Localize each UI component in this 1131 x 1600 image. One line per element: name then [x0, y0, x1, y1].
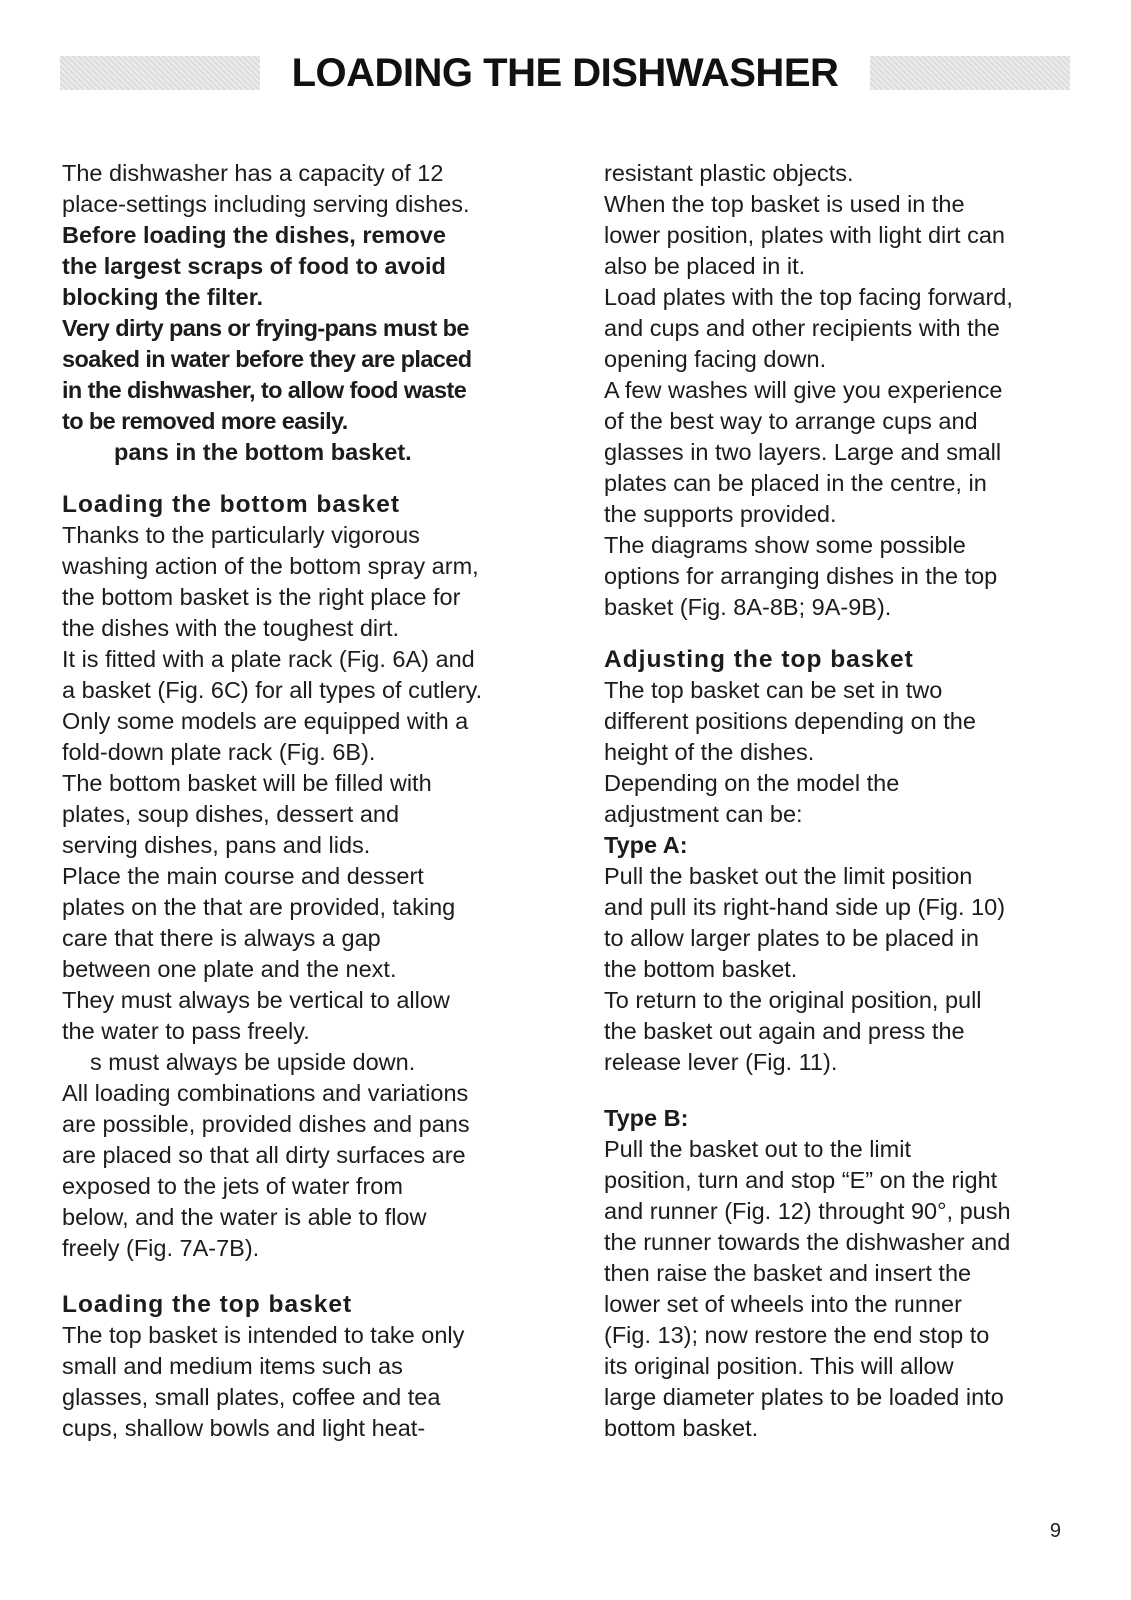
text-line: the supports provided.: [604, 501, 837, 527]
text-line: the largest scraps of food to avoid: [62, 253, 446, 279]
text-line: position, turn and stop “E” on the right: [604, 1167, 998, 1193]
section-heading-top-basket: Loading the top basket: [62, 1291, 353, 1318]
text-line: adjustment can be:: [604, 801, 803, 827]
text-line: When the top basket is used in the: [604, 191, 965, 217]
bottom-basket-text: [62, 520, 532, 1264]
soak-warning: [62, 313, 532, 437]
page-number: 9: [1049, 1520, 1061, 1542]
text-line: glasses, small plates, coffee and tea: [62, 1384, 441, 1410]
filter-warning: [62, 220, 532, 313]
text-line: and runner (Fig. 12) throught 90°, push: [604, 1198, 1011, 1224]
text-line: exposed to the jets of water from: [62, 1173, 403, 1199]
text-line: blocking the filter.: [62, 284, 264, 310]
text-line: and cups and other recipients with the: [604, 315, 1000, 341]
text-line: release lever (Fig. 11).: [604, 1049, 838, 1075]
text-line: its original position. This will allow: [604, 1353, 954, 1379]
text-line: to allow larger plates to be placed in: [604, 925, 979, 951]
text-line: Pull the basket out the limit position: [604, 863, 973, 889]
text-line: bottom basket.: [604, 1415, 759, 1441]
text-line: They must always be vertical to allow: [62, 987, 450, 1013]
text-line: below, and the water is able to flow: [62, 1204, 427, 1230]
page-title: LOADING THE DISHWASHER: [291, 51, 839, 95]
text-line: plates on the that are provided, taking: [62, 894, 456, 920]
text-line: are placed so that all dirty surfaces are: [62, 1142, 466, 1168]
text-line: All loading combinations and variations: [62, 1080, 469, 1106]
text-line: Depending on the model the: [604, 770, 900, 796]
adjust-text: [604, 675, 1069, 830]
text-line: Thanks to the particularly vigorous: [62, 522, 420, 548]
type-b-text: [604, 1134, 1069, 1444]
text-line: small and medium items such as: [62, 1353, 403, 1379]
text-line: plates, soup dishes, dessert and: [62, 801, 400, 827]
text-line: the basket out again and press the: [604, 1018, 965, 1044]
page-title-bar: [60, 50, 1070, 96]
text-line: place-settings including serving dishes.: [62, 191, 470, 217]
text-line: Only some models are equipped with a: [62, 708, 469, 734]
text-line: s must always be upside down.: [90, 1049, 416, 1075]
top-basket-text: [62, 1320, 532, 1444]
text-line: between one plate and the next.: [62, 956, 397, 982]
type-a-text: [604, 861, 1069, 1078]
text-line: lower set of wheels into the runner: [604, 1291, 962, 1317]
text-line: the dishes with the toughest dirt.: [62, 615, 400, 641]
text-line: options for arranging dishes in the top: [604, 563, 998, 589]
text-line: glasses in two layers. Large and small: [604, 439, 1002, 465]
text-line: freely (Fig. 7A-7B).: [62, 1235, 260, 1261]
text-line: a basket (Fig. 6C) for all types of cutlery.: [62, 677, 483, 703]
text-line: Load plates with the top facing forward,: [604, 284, 1013, 310]
right-column: [604, 158, 1069, 1444]
text-line: different positions depending on the: [604, 708, 976, 734]
text-line: The top basket is intended to take only: [62, 1322, 465, 1348]
text-line: The bottom basket will be filled with: [62, 770, 432, 796]
intro-paragraph: [62, 158, 532, 220]
text-line: opening facing down.: [604, 346, 827, 372]
left-column: [62, 158, 532, 1444]
text-line: care that there is always a gap: [62, 925, 381, 951]
text-line: large diameter plates to be loaded into: [604, 1384, 1004, 1410]
text-line: basket (Fig. 8A-8B; 9A-9B).: [604, 594, 892, 620]
text-line: It is fitted with a plate rack (Fig. 6A) and: [62, 646, 475, 672]
text-line: height of the dishes.: [604, 739, 815, 765]
text-line: Place the main course and dessert: [62, 863, 424, 889]
title-decoration-left: [60, 56, 260, 90]
type-a-heading: Type A:: [604, 832, 688, 858]
text-line: the water to pass freely.: [62, 1018, 310, 1044]
text-line: in the dishwasher, to allow food waste: [62, 377, 467, 403]
text-line: washing action of the bottom spray arm,: [62, 553, 479, 579]
text-line: the bottom basket is the right place for: [62, 584, 461, 610]
text-line: the bottom basket.: [604, 956, 798, 982]
title-decoration-right: [870, 56, 1070, 90]
text-line: (Fig. 13); now restore the end stop to: [604, 1322, 990, 1348]
text-line: are possible, provided dishes and pans: [62, 1111, 470, 1137]
text-line: The dishwasher has a capacity of 12: [62, 160, 444, 186]
text-line: lower position, plates with light dirt can: [604, 222, 1006, 248]
text-line: Pull the basket out to the limit: [604, 1136, 911, 1162]
text-line: and pull its right-hand side up (Fig. 10): [604, 894, 1006, 920]
text-line: The diagrams show some possible: [604, 532, 966, 558]
text-line: A few washes will give you experience: [604, 377, 1003, 403]
type-b-heading: Type B:: [604, 1105, 689, 1131]
pans-line: pans in the bottom basket.: [114, 439, 412, 465]
text-line: Very dirty pans or frying-pans must be: [62, 315, 469, 341]
top-basket-continued-text: [604, 158, 1069, 623]
text-line: serving dishes, pans and lids.: [62, 832, 371, 858]
text-line: then raise the basket and insert the: [604, 1260, 972, 1286]
text-line: To return to the original position, pull: [604, 987, 982, 1013]
text-line: Before loading the dishes, remove: [62, 222, 446, 248]
text-line: cups, shallow bowls and light heat-: [62, 1415, 426, 1441]
text-line: soaked in water before they are placed: [62, 346, 472, 372]
text-line: of the best way to arrange cups and: [604, 408, 978, 434]
text-line: The top basket can be set in two: [604, 677, 943, 703]
text-line: fold-down plate rack (Fig. 6B).: [62, 739, 376, 765]
section-heading-bottom-basket: Loading the bottom basket: [62, 491, 401, 518]
text-line: also be placed in it.: [604, 253, 806, 279]
text-line: to be removed more easily.: [62, 408, 348, 434]
section-heading-adjust-top-basket: Adjusting the top basket: [604, 646, 914, 673]
text-line: resistant plastic objects.: [604, 160, 854, 186]
text-line: the runner towards the dishwasher and: [604, 1229, 1011, 1255]
text-line: plates can be placed in the centre, in: [604, 470, 987, 496]
